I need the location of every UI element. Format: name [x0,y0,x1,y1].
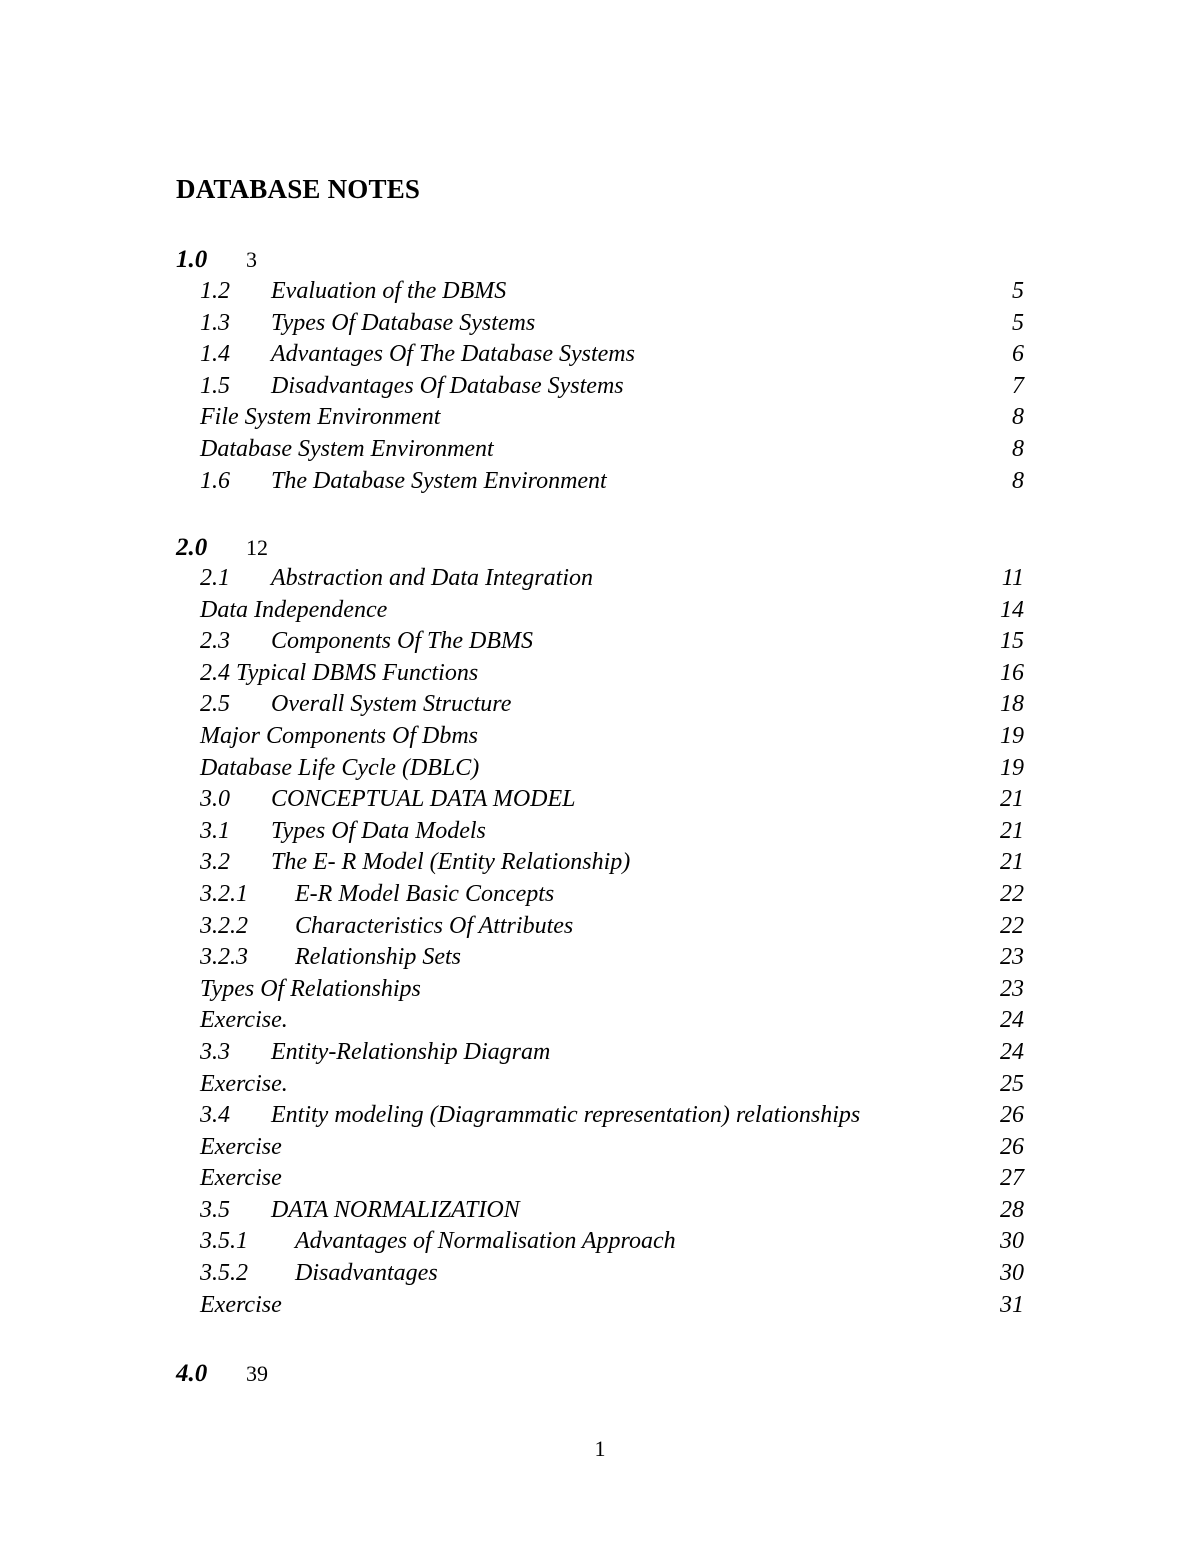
toc-section-number: 1.4 [200,341,230,368]
toc-entry[interactable] [200,402,1024,434]
toc-entry-title: Entity-Relationship Diagram [271,1038,551,1065]
toc-page-number: 30 [1000,1228,1024,1255]
toc-page-number: 26 [1000,1133,1024,1160]
chapter-heading [176,532,268,564]
toc-entry[interactable] [200,1226,1024,1258]
toc-section-number: 2.1 [200,565,230,591]
toc-entry[interactable] [200,689,1024,721]
toc-entry[interactable] [200,816,1024,848]
toc-entry[interactable] [200,1195,1024,1227]
toc-entry[interactable] [200,1258,1024,1290]
toc-entry-title: Abstraction and Data Integration [271,565,593,591]
toc-entry-title: Components Of The DBMS [271,628,533,655]
toc-section-number: 3.1 [200,817,230,844]
toc-section-number: 3.2.1 [200,880,248,907]
toc-entry[interactable] [200,1100,1024,1132]
toc-section-1 [200,276,1024,497]
toc-entry-title: Exercise [200,1291,282,1318]
toc-entry-title: Major Components Of Dbms [200,722,479,749]
toc-page-number: 6 [1012,341,1024,368]
toc-entry-title: Advantages Of The Database Systems [271,341,635,368]
chapter-number: 1.0 [176,246,208,273]
toc-entry-title: Exercise [200,1165,282,1192]
toc-entry[interactable] [200,371,1024,403]
toc-entry[interactable] [200,1290,1024,1322]
toc-entry-title: Advantages of Normalisation Approach [295,1228,676,1255]
toc-entry[interactable] [200,276,1024,308]
toc-entry[interactable] [200,339,1024,371]
toc-page-number: 25 [1000,1070,1024,1097]
toc-entry[interactable] [200,466,1024,498]
chapter-page: 12 [246,535,268,560]
toc-entry-title: Types Of Database Systems [271,309,536,336]
toc-entry[interactable] [200,721,1024,753]
toc-page-number: 23 [1000,944,1024,971]
toc-page-number: 31 [1000,1291,1024,1318]
toc-page-number: 24 [1000,1038,1024,1065]
toc-section-number: 3.0 [200,786,230,813]
toc-page-number: 8 [1012,404,1024,431]
toc-entry[interactable] [200,1037,1024,1069]
toc-page-number: 7 [1012,372,1024,399]
chapter-number: 4.0 [176,1360,208,1387]
toc-entry[interactable] [200,308,1024,340]
toc-entry-title: Exercise [200,1133,282,1160]
toc-section-number: 3.3 [200,1038,230,1065]
toc-entry-title: Overall System Structure [271,691,512,718]
toc-entry-title: CONCEPTUAL DATA MODEL [271,786,576,813]
toc-section-number: 1.6 [200,467,230,494]
toc-page-number: 24 [1000,1007,1024,1034]
toc-entry[interactable] [200,911,1024,943]
toc-entry[interactable] [200,658,1024,690]
toc-page-number: 14 [1000,596,1024,623]
toc-page-number: 19 [1000,754,1024,781]
toc-entry-title: E-R Model Basic Concepts [295,880,555,907]
toc-entry-title: The E- R Model (Entity Relationship) [271,849,631,876]
toc-entry[interactable] [200,1069,1024,1101]
toc-section-number: 3.5 [200,1196,230,1223]
toc-page-number: 5 [1012,309,1024,336]
toc-entry-title: DATA NORMALIZATION [271,1196,520,1223]
toc-section-number: 2.5 [200,691,230,718]
toc-page-number: 21 [1000,817,1024,844]
chapter-page: 3 [246,247,257,272]
toc-entry[interactable] [200,1132,1024,1164]
toc-entry-title: Relationship Sets [295,944,461,971]
toc-entry[interactable] [200,942,1024,974]
toc-page-number: 8 [1012,467,1024,494]
toc-section-number: 1.2 [200,278,230,304]
toc-section-2 [200,563,1024,1321]
toc-page-number: 15 [1000,628,1024,655]
toc-entry-title: Types Of Relationships [200,975,421,1002]
chapter-heading [176,244,257,276]
toc-entry[interactable] [200,1005,1024,1037]
toc-entry-title: Characteristics Of Attributes [295,912,574,939]
toc-page-number: 16 [1000,659,1024,686]
toc-entry-title: Disadvantages Of Database Systems [271,372,624,399]
toc-entry[interactable] [200,563,1024,595]
toc-entry-title: Types Of Data Models [271,817,486,844]
toc-section-number: 3.2.3 [200,944,248,971]
toc-entry-title: 2.4 Typical DBMS Functions [200,659,479,686]
toc-page-number: 19 [1000,722,1024,749]
toc-entry[interactable] [200,974,1024,1006]
toc-entry-title: Disadvantages [295,1260,438,1287]
toc-section-number: 2.3 [200,628,230,655]
toc-entry-title: Database System Environment [200,435,494,462]
toc-entry-title: Data Independence [200,596,388,623]
toc-section-number: 3.4 [200,1102,230,1129]
toc-page-number: 23 [1000,975,1024,1002]
toc-page-number: 30 [1000,1260,1024,1287]
toc-entry-title: File System Environment [200,404,441,431]
toc-section-number: 3.5.2 [200,1260,248,1287]
toc-entry[interactable] [200,595,1024,627]
toc-page-number: 21 [1000,786,1024,813]
toc-page-number: 26 [1000,1102,1024,1129]
document-title: DATABASE NOTES [176,174,421,204]
toc-section-number: 1.5 [200,372,230,399]
toc-page-number: 5 [1012,278,1024,304]
toc-page-number: 28 [1000,1196,1024,1223]
chapter-number: 2.0 [176,534,208,561]
toc-page-number: 21 [1000,849,1024,876]
toc-entry[interactable] [200,784,1024,816]
chapter-page: 39 [246,1361,268,1386]
toc-entry-title: Exercise. [200,1007,288,1034]
toc-entry[interactable] [200,434,1024,466]
toc-entry[interactable] [200,879,1024,911]
toc-section-number: 3.2.2 [200,912,248,939]
toc-page-number: 22 [1000,880,1024,907]
toc-page-number: 8 [1012,435,1024,462]
toc-section-number: 3.2 [200,849,230,876]
toc-entry[interactable] [200,847,1024,879]
page-number: 1 [594,1436,606,1461]
toc-entry[interactable] [200,753,1024,785]
toc-entry-title: The Database System Environment [271,467,607,494]
toc-entry-title: Database Life Cycle (DBLC) [200,754,480,781]
toc-entry[interactable] [200,626,1024,658]
toc-section-number: 1.3 [200,309,230,336]
toc-page-number: 27 [1000,1165,1024,1192]
chapter-heading [176,1358,268,1390]
toc-page-number: 18 [1000,691,1024,718]
toc-entry-title: Evaluation of the DBMS [271,278,507,304]
toc-entry-title: Exercise. [200,1070,288,1097]
toc-entry[interactable] [200,1163,1024,1195]
toc-page-number: 11 [1001,565,1024,591]
toc-entry-title: Entity modeling (Diagrammatic representation) relationships [271,1102,861,1129]
toc-page-number: 22 [1000,912,1024,939]
toc-section-number: 3.5.1 [200,1228,248,1255]
